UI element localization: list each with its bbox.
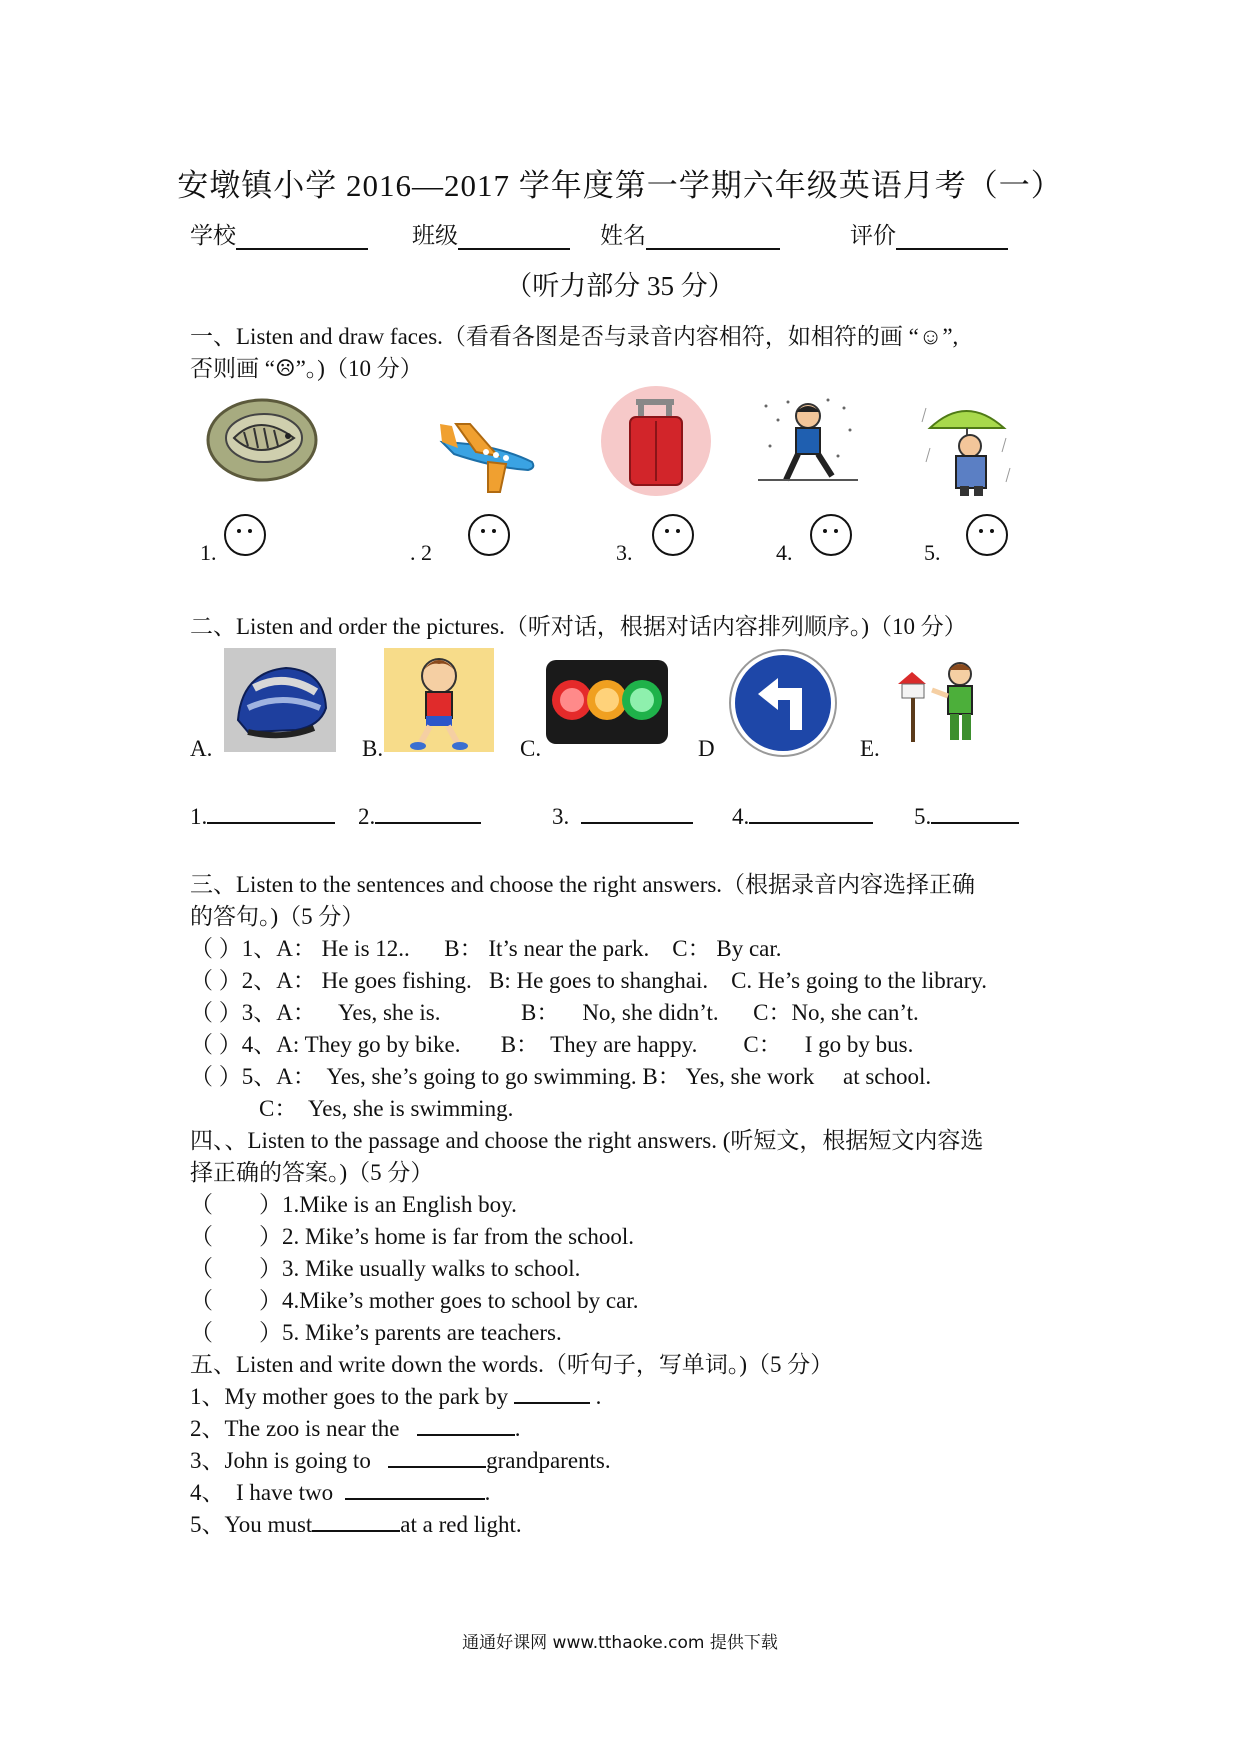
order-answer-4-label: 4. [732, 804, 750, 829]
section5-item-2 [190, 1410, 520, 1443]
name-label: 姓名 [600, 223, 646, 248]
helmet-icon [224, 648, 336, 752]
order-answer-2 [358, 802, 481, 830]
fish-icon [204, 392, 320, 488]
section5-item-5 [190, 1506, 522, 1539]
section3-item-5-cont: C： Yes, she is swimming. [190, 1096, 514, 1121]
boy-with-umbrella-icon [920, 398, 1014, 498]
section4-item-3: （ ）3. Mike usually walks to school. [190, 1256, 581, 1281]
grade-label: 评价 [850, 223, 896, 248]
section3-item-5: （ ）5、A： Yes, she’s going to go swimming. B： Yes, she work at school. [190, 1064, 932, 1089]
section5-item-4-text: 4、 I have two [190, 1480, 345, 1505]
section5-item-4 [190, 1474, 490, 1507]
school-blank[interactable] [236, 224, 368, 250]
order-answer-4 [732, 802, 873, 830]
picture-letter-b: B. [362, 736, 384, 761]
face-circle-1[interactable] [224, 514, 266, 556]
section5-heading: 五、Listen and write down the words.（听句子，写单词。)（5 分） [190, 1352, 834, 1377]
airplane-icon [436, 418, 540, 496]
section5-item-5-text: 5、You must [190, 1512, 313, 1537]
order-answer-5-label: 5. [914, 804, 932, 829]
picture-letter-d: D [698, 736, 715, 761]
face-label-3: 3. [616, 540, 633, 565]
listening-subtitle: （听力部分 35 分） [505, 271, 735, 301]
face-label-4: 4. [776, 540, 793, 565]
section4-heading-cont: 择正确的答案。)（5 分） [190, 1160, 434, 1185]
section3-heading: 三、Listen to the sentences and choose the right answers.（根据录音内容选择正确 [190, 872, 976, 897]
section1-heading-cont: 否则画 “☹”。)（10 分） [190, 356, 423, 381]
section5-item-1-blank[interactable] [514, 1382, 590, 1404]
name-blank[interactable] [646, 224, 780, 250]
school-label: 学校 [190, 223, 236, 248]
section4-item-4: （ ）4.Mike’s mother goes to school by car. [190, 1288, 639, 1313]
picture-letter-a: A. [190, 736, 213, 761]
face-label-5: 5. [924, 540, 941, 565]
section3-item-4: （ ）4、A: They go by bike. B： They are happy. C： I go by bus. [190, 1032, 914, 1057]
traffic-light-icon [544, 650, 670, 750]
class-label: 班级 [412, 223, 458, 248]
face-label-1: 1. [200, 540, 217, 565]
section5-item-4-end: . [484, 1480, 491, 1505]
suitcase-icon [600, 385, 712, 497]
class-blank[interactable] [458, 224, 570, 250]
section5-item-2-text: 2、The zoo is near the [190, 1416, 417, 1441]
order-answer-1 [190, 802, 335, 830]
page-footer: 通通好课网 www.tthaoke.com 提供下载 [462, 1633, 778, 1653]
grade-field [850, 217, 1008, 250]
section5-item-3-end: grandparents. [486, 1448, 611, 1473]
walking-boy-icon [384, 648, 494, 752]
section3-heading-cont: 的答句。)（5 分） [190, 904, 365, 929]
section4-item-1: （ ）1.Mike is an English boy. [190, 1192, 517, 1217]
section3-item-1: （ ）1、A： He is 12.. B： It’s near the park. C： By car. [190, 936, 782, 961]
order-answer-5 [914, 802, 1019, 830]
grade-blank[interactable] [896, 224, 1008, 250]
section4-item-5: （ ）5. Mike’s parents are teachers. [190, 1320, 562, 1345]
class-field [412, 217, 570, 250]
order-answer-1-label: 1. [190, 804, 208, 829]
section5-item-2-blank[interactable] [417, 1414, 515, 1436]
section5-item-1 [190, 1378, 601, 1411]
section2-heading: 二、Listen and order the pictures.（听对话，根据对话内容排列顺序。)（10 分） [190, 614, 967, 639]
section5-item-2-end: . [514, 1416, 521, 1441]
section5-item-3-blank[interactable] [388, 1446, 486, 1468]
order-answer-3-blank[interactable] [581, 802, 693, 824]
section5-item-1-end: . [589, 1384, 602, 1409]
order-answer-2-blank[interactable] [375, 802, 481, 824]
section5-item-4-blank[interactable] [345, 1478, 485, 1500]
face-circle-2[interactable] [468, 514, 510, 556]
section4-item-2: （ ）2. Mike’s home is far from the school. [190, 1224, 634, 1249]
face-circle-3[interactable] [652, 514, 694, 556]
order-answer-2-label: 2. [358, 804, 376, 829]
section3-item-2: （ ）2、A： He goes fishing. B: He goes to shanghai. C. He’s going to the library. [190, 968, 988, 993]
picture-letter-e: E. [860, 736, 880, 761]
face-circle-5[interactable] [966, 514, 1008, 556]
section4-heading: 四、、Listen to the passage and choose the right answers. (听短文，根据短文内容选 [190, 1128, 984, 1153]
face-label-2: . 2 [410, 540, 432, 565]
boy-in-snow-icon [758, 396, 858, 488]
order-answer-4-blank[interactable] [749, 802, 873, 824]
page-title: 安墩镇小学 2016—2017 学年度第一学期六年级英语月考（一） [177, 168, 1063, 203]
section5-item-3-text: 3、John is going to [190, 1448, 389, 1473]
order-answer-1-blank[interactable] [207, 802, 335, 824]
order-answer-3 [552, 802, 693, 830]
section1-heading: 一、Listen and draw faces.（看看各图是否与录音内容相符，如相符的画 “☺”, [190, 324, 959, 349]
order-answer-5-blank[interactable] [931, 802, 1019, 824]
school-field [190, 217, 368, 250]
section5-item-3 [190, 1442, 611, 1475]
name-field [600, 217, 780, 250]
section5-item-5-blank[interactable] [312, 1510, 400, 1532]
turn-left-sign-icon [728, 648, 838, 758]
section5-item-1-text: 1、My mother goes to the park by [190, 1384, 514, 1409]
picture-letter-c: C. [520, 736, 542, 761]
boy-mailbox-icon [894, 656, 986, 748]
section3-item-3: （ ）3、A： Yes, she is. B： No, she didn’t. C：No, she can’t. [190, 1000, 919, 1025]
order-answer-3-label: 3. [552, 804, 570, 829]
section5-item-5-end: at a red light. [400, 1512, 522, 1537]
face-circle-4[interactable] [810, 514, 852, 556]
